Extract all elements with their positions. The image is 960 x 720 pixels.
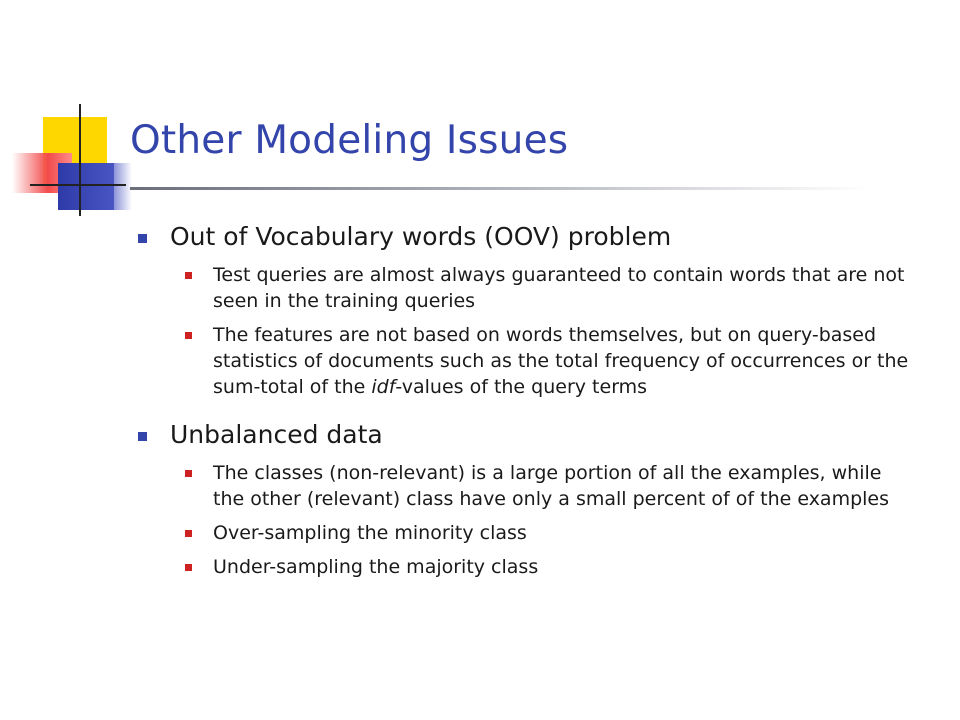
bullet-oov: Out of Vocabulary words (OOV) problem [136,220,936,254]
sub-bullet-classes [136,460,913,512]
sub-bullet-text: The classes (non-relevant) is a large portion of all the examples, while the other (relevant) class have only a small percent of of the examples [213,462,890,510]
sub-bullet-features [136,322,913,400]
bullet-unbalanced: Unbalanced data [136,418,936,452]
vertical-line [79,104,81,216]
blue-square [58,163,114,210]
slide-content [136,220,936,580]
horizontal-line [30,184,126,186]
slide-title: Other Modeling Issues [130,118,569,163]
sub-bullet-oversampling [136,520,913,546]
sub-bullet-text-tail: -values of the query terms [395,376,648,398]
sub-bullet-emphasis: idf [371,376,396,398]
sub-bullet-test-queries [136,262,913,314]
title-underline [130,187,870,190]
sub-bullet-undersampling [136,554,913,580]
sub-bullet-text: Test queries are almost always guaranteed to contain words that are not seen in the training queries [213,264,905,312]
sub-bullet-text: The features are not based on words themselves, but on query-based statistics of documents such as the total frequency of occurrences or the sum-total of the [213,324,909,398]
slide-decoration-logo [0,0,140,230]
sub-bullet-text: Under-sampling the majority class [213,556,539,578]
sub-bullet-text: Over-sampling the minority class [213,522,527,544]
